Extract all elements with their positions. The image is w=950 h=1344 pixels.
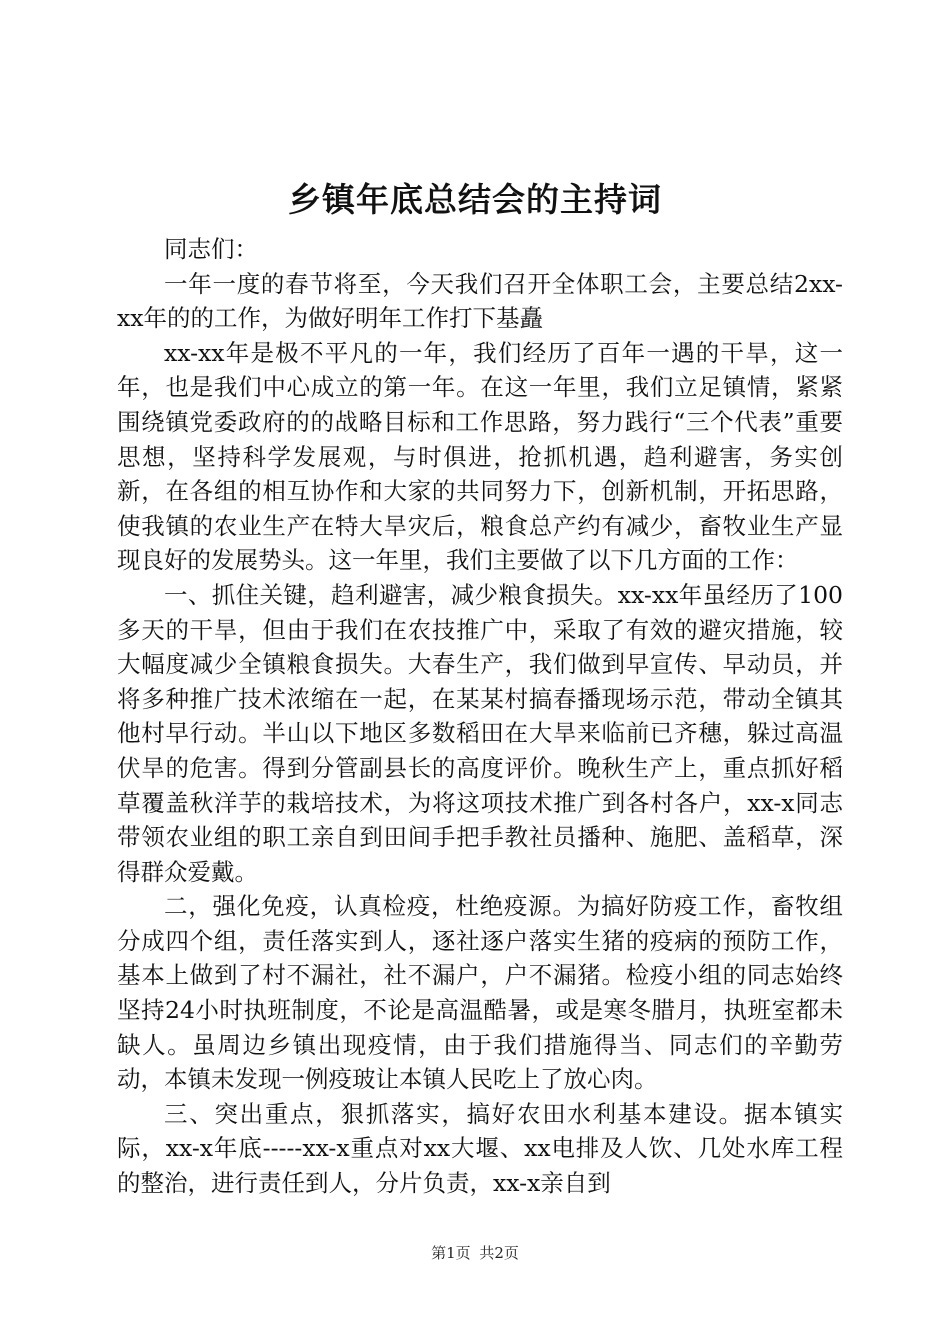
- paragraph-greeting: 同志们：: [164, 235, 258, 263]
- page-number: 第1页: [431, 1244, 471, 1262]
- document-title: 乡镇年底总结会的主持词: [288, 180, 662, 219]
- paragraph: 一年一度的春节将至，今天我们召开全体职工会，主要总结2xx-xx年的的工作，为做好明年工作打下基矗: [117, 269, 843, 333]
- page-total: 共2页: [479, 1244, 519, 1262]
- page-footer: [0, 1246, 950, 1261]
- document-body: [117, 232, 843, 1201]
- paragraph: 一、抓住关键，趋利避害，减少粮食损失。xx-xx年虽经历了100多天的干旱，但由于我们在农技推广中，采取了有效的避灾措施，较大幅度减少全镇粮食损失。大春生产，我们做到早宣传、早动员，并将多种推广技术浓缩在一起，在某某村搞春播现场示范，带动全镇其他村早行动。半山以下地区多数稻田在大旱来临前已齐穗，躲过高温伏旱的危害。得到分管副县长的高度评价。晚秋生产上，重点抓好稻草覆盖秋洋芋的栽培技术，为将这项技术推广到各村各户，xx-x同志带领农业组的职工亲自到田间手把手教社员播种、施肥、盖稻草，深得群众爱戴。: [117, 580, 843, 886]
- paragraph: 二，强化免疫，认真检疫，杜绝疫源。为搞好防疫工作，畜牧组分成四个组，责任落实到人，逐社逐户落实生猪的疫病的预防工作，基本上做到了村不漏社，社不漏户，户不漏猪。检疫小组的同志始终坚持24小时执班制度，不论是高温酷暑，或是寒冬腊月，执班室都未缺人。虽周边乡镇出现疫情，由于我们措施得当、同志们的辛勤劳动，本镇未发现一例疫玻让本镇人民吃上了放心肉。: [117, 892, 843, 1094]
- paragraph: xx-xx年是极不平凡的一年，我们经历了百年一遇的干旱，这一年，也是我们中心成立的第一年。在这一年里，我们立足镇情，紧紧围绕镇党委政府的的战略目标和工作思路，努力践行“三个代表”重要思想，坚持科学发展观，与时俱进，抢抓机遇，趋利避害，务实创新，在各组的相互协作和大家的共同努力下，创新机制，开拓思路，使我镇的农业生产在特大旱灾后，粮食总产约有减少，畜牧业生产显现良好的发展势头。这一年里，我们主要做了以下几方面的工作：: [117, 338, 843, 575]
- paragraph: 三、突出重点，狠抓落实，搞好农田水利基本建设。据本镇实际，xx-x年底-----xx-x重点对xx大堰、xx电排及人饮、几处水库工程的整治，进行责任到人，分片负责，xx-x亲自到: [117, 1099, 843, 1198]
